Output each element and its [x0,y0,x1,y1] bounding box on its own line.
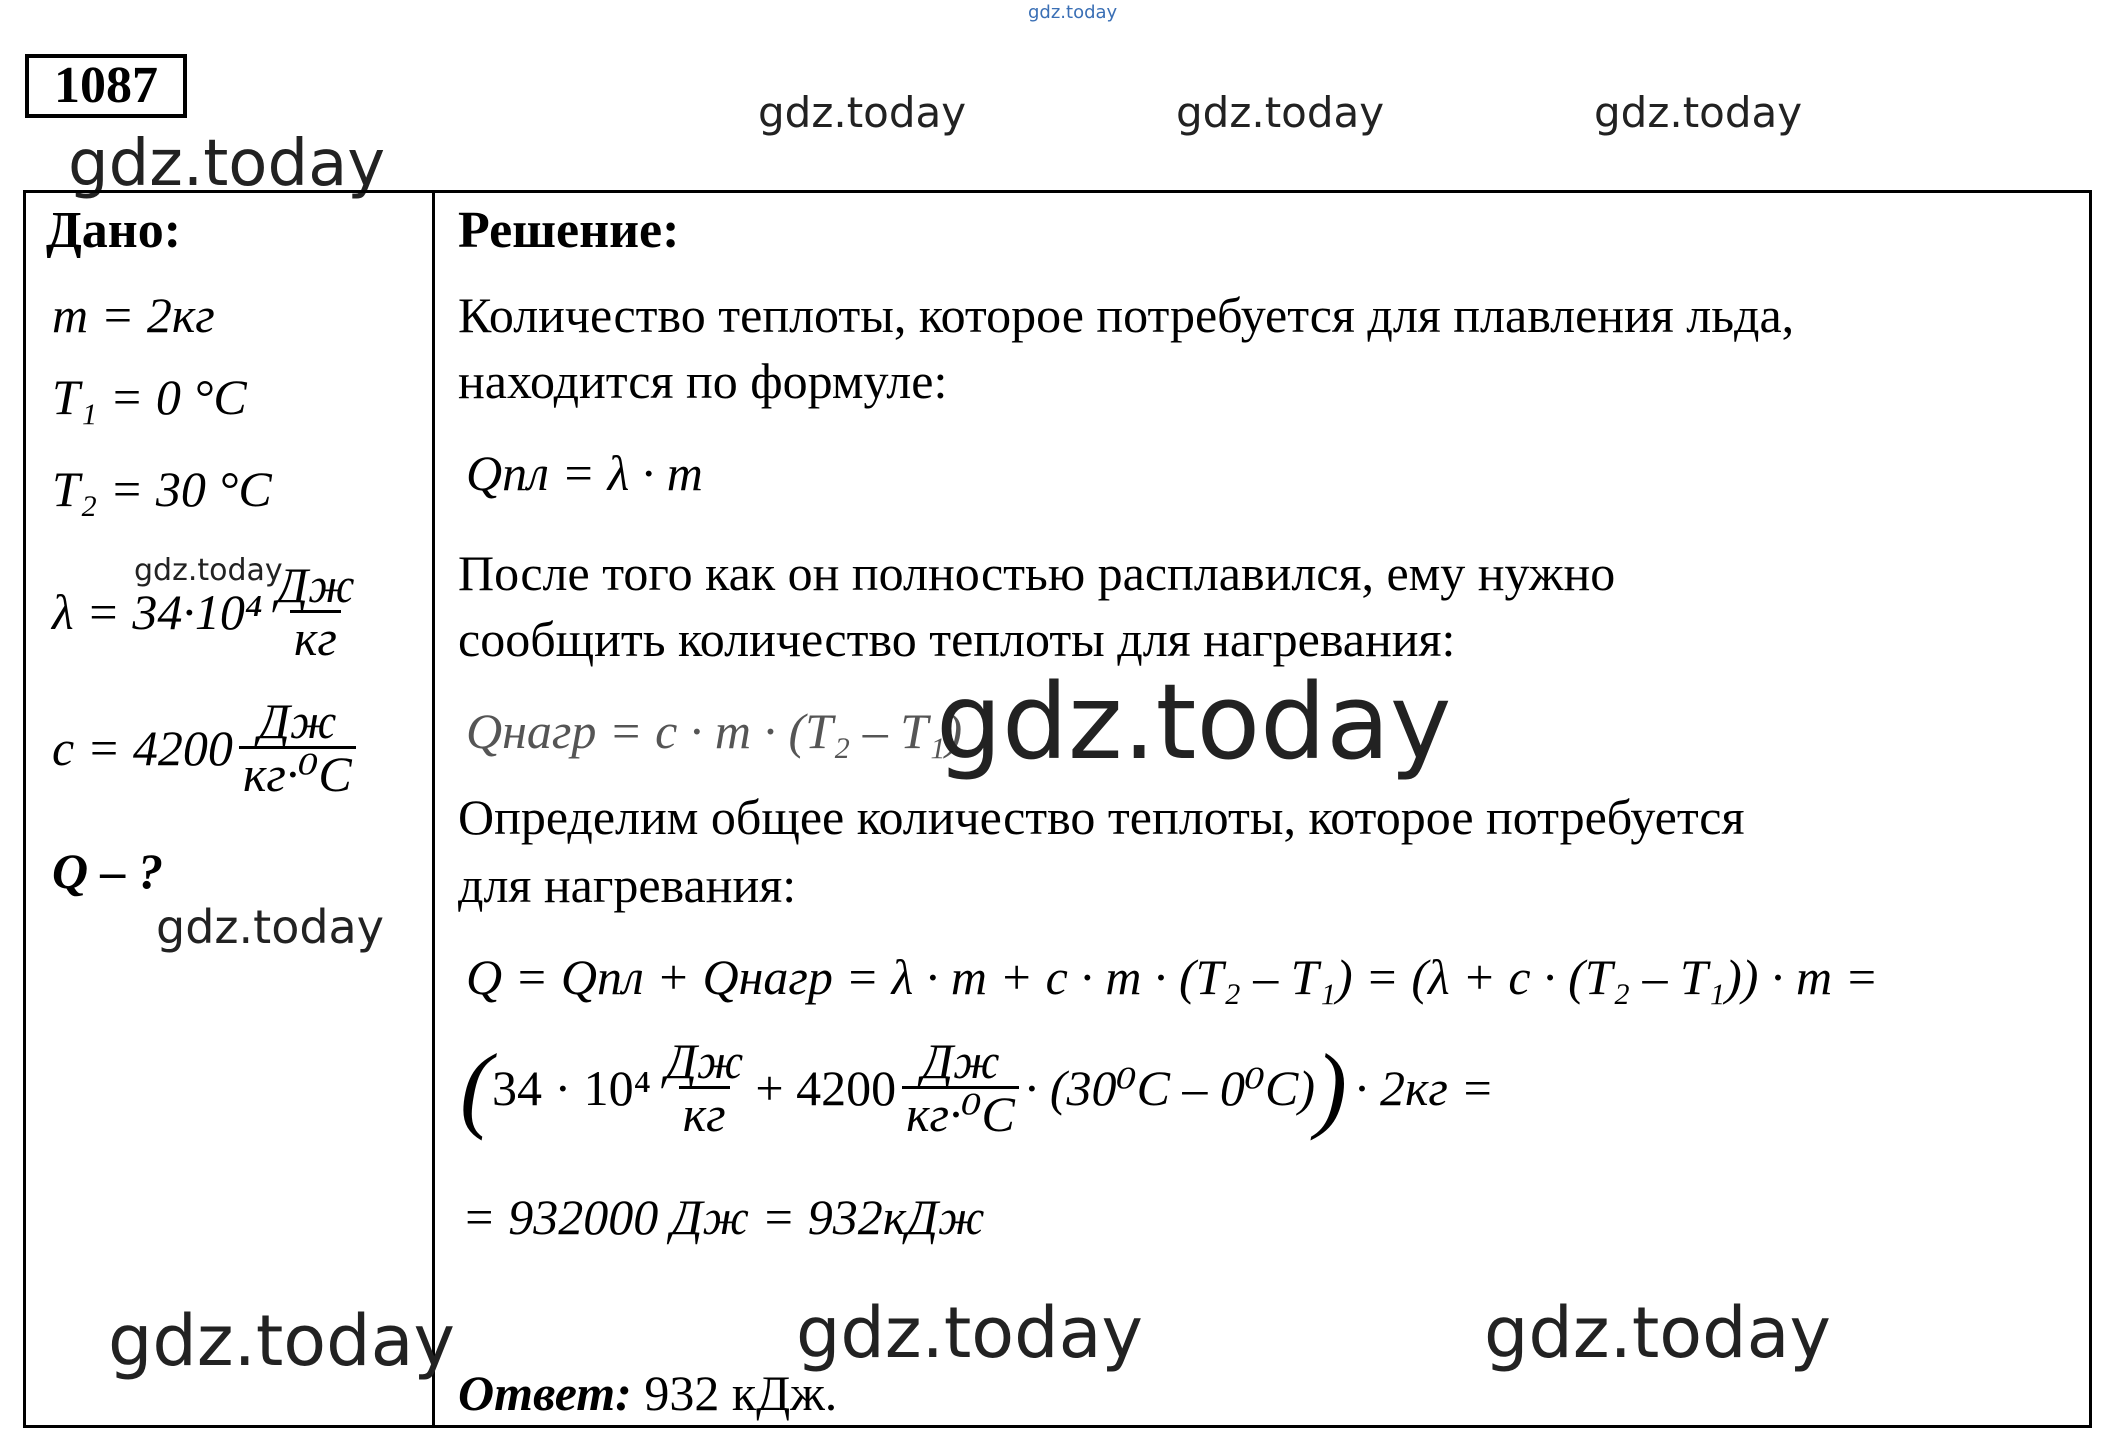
solution-text-line: сообщить количество теплоты для нагревания: [458,611,1456,667]
right-paren: ) [1314,1033,1347,1141]
column-divider [432,190,435,1428]
given-c [52,693,356,802]
formula-sub-unit-1-num: Дж [665,1033,744,1089]
watermark: gdz.today [936,661,1452,783]
answer-label: Ответ: [458,1365,632,1421]
given-c-unit-den: кг·⁰C [239,746,356,799]
watermark: gdz.today [1484,1292,1831,1374]
formula-sub-unit-2 [902,1033,1019,1142]
answer-line [458,1365,838,1421]
watermark: gdz.today [758,88,967,137]
formula-sub-unit-1-den: кг [679,1086,730,1139]
formula-sub-unit-2-den: кг·⁰C [902,1086,1019,1139]
formula-sub-d: · 2кг = [1354,1059,1495,1116]
problem-number: 1087 [25,54,187,118]
solution-text-line: для нагревания: [458,857,797,913]
solution-text-line: После того как он полностью расплавился, ему нужно [458,545,1616,601]
formula-melting: Qпл = λ · m [466,445,703,501]
given-mass: m = 2кг [52,287,215,343]
solution-text-line: Количество теплоты, которое потребуется для плавления льда, [458,287,1795,343]
solution-heading: Решение: [458,202,680,259]
given-lambda-left: λ = 34·10⁴ [52,583,263,640]
watermark: gdz.today [156,900,384,954]
watermark: gdz.today [1176,88,1385,137]
watermark: gdz.today [108,1300,455,1382]
formula-substitution [460,1033,1495,1142]
given-lambda [52,557,359,666]
formula-heating: Qнагр = c · m · (T₂ – T₁) [466,703,963,759]
given-lambda-unit [272,557,358,666]
formula-sub-a: 34 · 10⁴ [491,1059,652,1116]
given-find: Q – ? [52,843,164,899]
solution-text-line: Определим общее количество теплоты, которое потребуется [458,789,1745,845]
formula-sub-c: · (30⁰C – 0⁰C) [1024,1059,1315,1116]
given-heading: Дано: [46,202,182,259]
formula-sub-unit-1 [661,1033,747,1142]
given-t2: T₂ = 30 °C [52,461,272,517]
given-c-unit [239,693,356,802]
given-lambda-unit-den: кг [290,610,341,663]
formula-result: = 932000 Дж = 932кДж [462,1189,985,1245]
watermark: gdz.today [1594,88,1803,137]
watermark: gdz.today [796,1292,1143,1374]
answer-value: 932 кДж. [631,1365,838,1421]
given-t1: T₁ = 0 °C [52,369,247,425]
watermark: gdz.today [68,127,386,201]
given-lambda-unit-num: Дж [276,557,355,613]
left-paren: ( [460,1033,492,1141]
solution-text-line: находится по формуле: [458,353,948,409]
given-c-left: c = 4200 [52,719,233,776]
watermark: gdz.today [134,553,283,588]
given-c-unit-num: Дж [258,693,337,749]
formula-sub-unit-2-num: Дж [921,1033,1000,1089]
formula-sub-b: + 4200 [755,1059,897,1116]
watermark: gdz.today [1028,2,1118,23]
formula-total: Q = Qпл + Qнагр = λ · m + c · m · (T₂ – T₁) = (λ + c · (T₂ – T₁)) · m = [466,949,1879,1005]
